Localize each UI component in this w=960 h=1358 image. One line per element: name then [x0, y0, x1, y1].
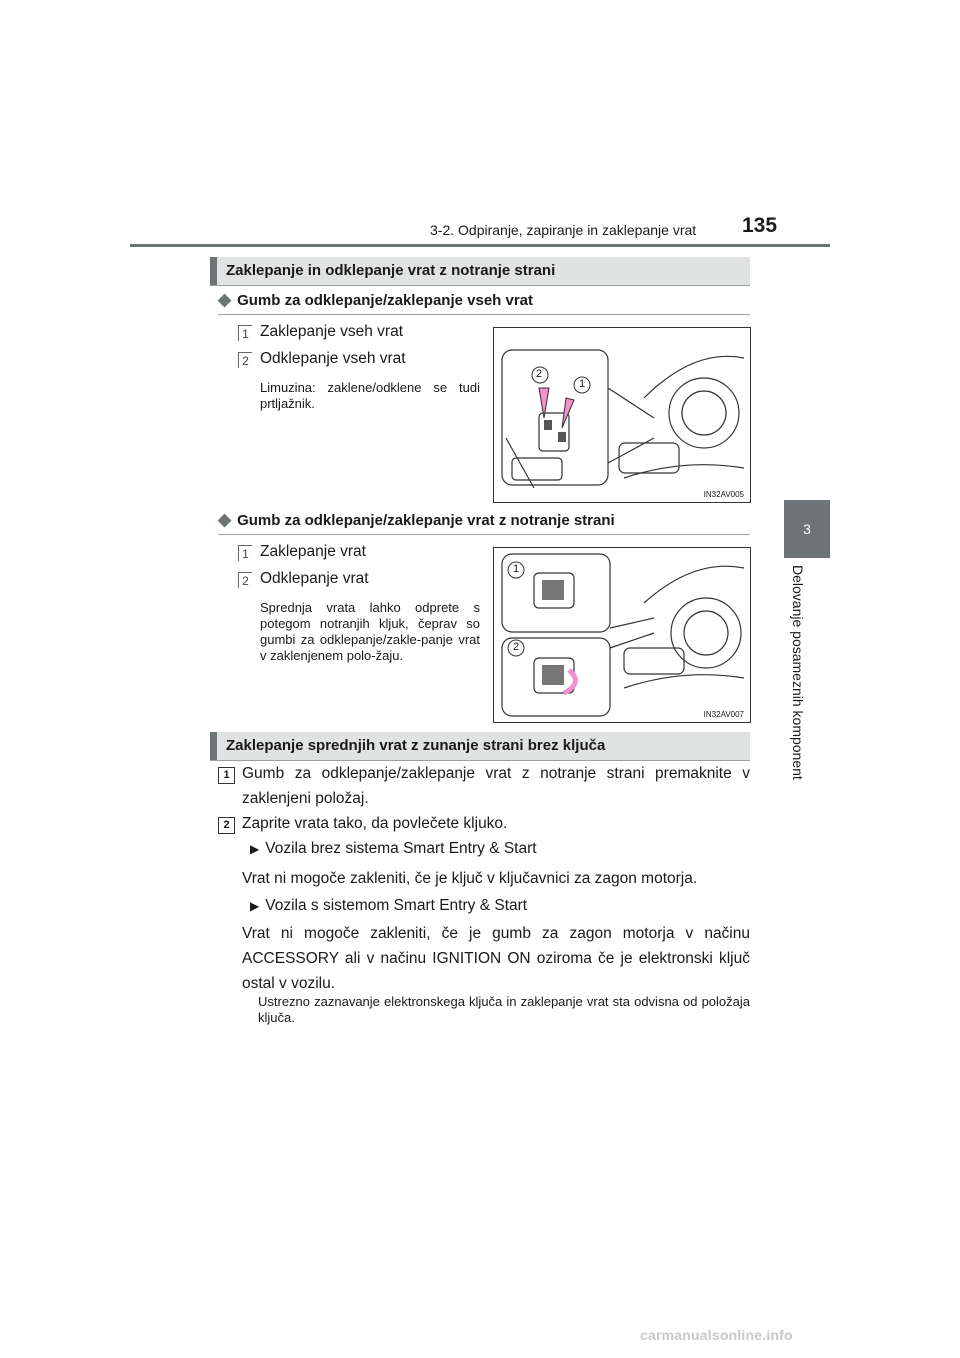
item-text: Odklepanje vseh vrat	[260, 350, 406, 367]
figure-code: IN32AV007	[703, 710, 744, 719]
subheading-all-doors	[218, 290, 533, 310]
figure-callout: 1	[513, 563, 520, 575]
case-label-text: Vozila s sistemom Smart Entry & Start	[265, 897, 528, 914]
section-heading-exterior-locking	[210, 732, 750, 760]
diamond-icon: ◆	[218, 510, 232, 529]
section-accent	[210, 732, 217, 760]
case-label-without-smart-entry	[250, 836, 750, 862]
diamond-icon: ◆	[218, 290, 232, 309]
page-header-title: 3-2. Odpiranje, zapiranje in zaklepanje vrat	[430, 222, 697, 238]
item-text: Zaklepanje vrat	[260, 543, 366, 560]
item-number: 1	[238, 325, 252, 341]
section-underline	[210, 285, 750, 286]
figure-all-doors-switch	[493, 327, 751, 503]
item-number: 2	[238, 352, 252, 368]
triangle-bullet-icon: ▶	[250, 842, 260, 856]
case-text: Vrat ni mogoče zakleniti, če je ključ v ključavnici za zagon motorja.	[242, 870, 698, 887]
section-accent	[210, 257, 217, 285]
subheading-rule	[218, 534, 750, 535]
case-label-with-smart-entry	[250, 893, 750, 919]
chapter-tab: 3	[784, 500, 830, 558]
header-rule	[130, 244, 830, 247]
triangle-bullet-icon: ▶	[250, 899, 260, 913]
illustration	[494, 548, 750, 722]
page-number: 135	[742, 214, 778, 237]
step-text: Zaprite vrata tako, da povlečete kljuko.	[242, 815, 508, 832]
step-number: 2	[218, 817, 235, 834]
case-text: Vrat ni mogoče zakleniti, če je gumb za zagon motorja v načinu ACCESSORY ali v načinu IGNITION ON oziroma če je elektronski ključ ostal v vozilu.	[242, 925, 750, 992]
item-text: Odklepanje vrat	[260, 570, 369, 587]
figure-callout: 1	[579, 378, 586, 390]
section-heading-interior-locking	[210, 257, 750, 285]
item-number: 2	[238, 572, 252, 588]
subheading-interior-door	[218, 510, 615, 530]
figure-callout: 2	[513, 641, 520, 653]
subheading-rule	[218, 314, 750, 315]
chapter-title: Delovanje posameznih komponent	[790, 565, 806, 780]
figure-door-switch	[493, 547, 751, 723]
case-label-text: Vozila brez sistema Smart Entry & Start	[265, 840, 537, 857]
section-title: Zaklepanje in odklepanje vrat z notranje strani	[226, 262, 556, 279]
subheading-text: Gumb za odklepanje/zaklepanje vseh vrat	[237, 292, 534, 309]
note-text: Limuzina: zaklene/odklene se tudi prtljažnik.	[260, 380, 480, 411]
chapter-title-vertical	[768, 565, 828, 825]
item-text: Zaklepanje vseh vrat	[260, 323, 404, 340]
figure-callout: 2	[536, 368, 543, 380]
note-text: Sprednja vrata lahko odprete s potegom notranjih kljuk, čeprav so gumbi za odklepanje/zakle-panje vrat v zaklenjenem polo-žaju.	[260, 600, 480, 663]
section-title: Zaklepanje sprednjih vrat z zunanje strani brez ključa	[226, 737, 606, 754]
step-text: Gumb za odklepanje/zaklepanje vrat z notranje strani premaknite v zaklenjeni položaj.	[242, 765, 750, 807]
step-number: 1	[218, 767, 235, 784]
illustration	[494, 328, 750, 502]
subheading-text: Gumb za odklepanje/zaklepanje vrat z notranje strani	[237, 512, 615, 529]
figure-code: IN32AV005	[703, 490, 744, 499]
note-text: Ustrezno zaznavanje elektronskega ključa in zaklepanje vrat sta odvisna od položaja ključa.	[258, 994, 750, 1025]
item-number: 1	[238, 545, 252, 561]
footer-watermark[interactable]: carmanualsonline.info	[640, 1327, 793, 1343]
